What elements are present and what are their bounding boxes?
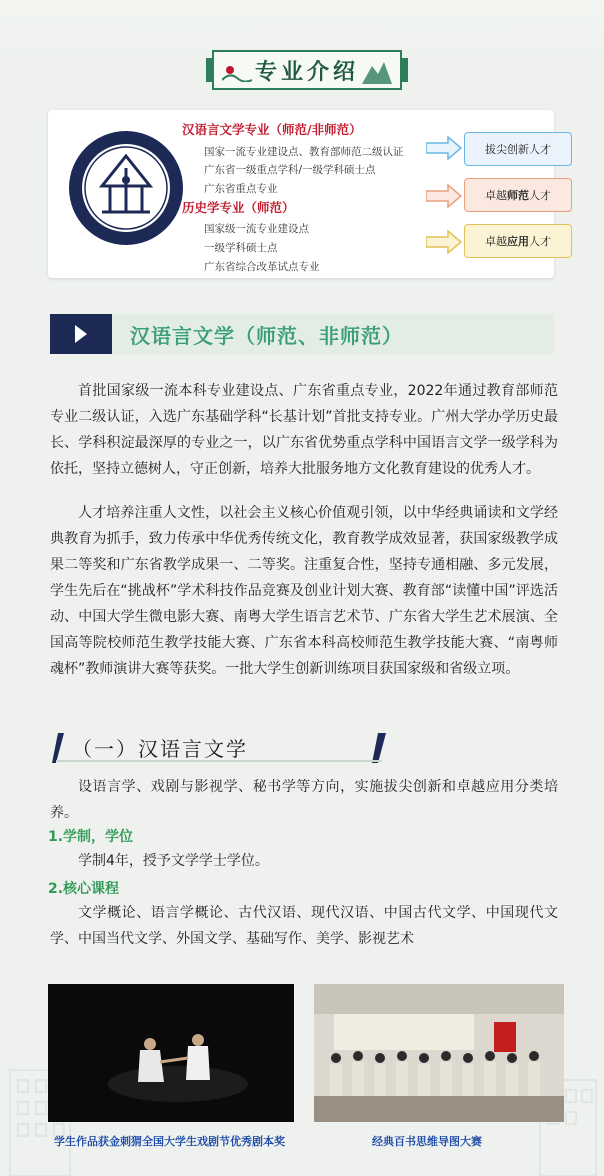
arrow-right-icon xyxy=(426,184,462,208)
subsection-title: （一）汉语言文学 xyxy=(72,737,248,761)
major-chinese-line-1: 国家一流专业建设点、教育部师范二级认证 xyxy=(204,146,404,158)
major-history-line-1: 国家级一流专业建设点 xyxy=(204,223,309,235)
photo-caption-left: 学生作品获金刺猬全国大学生戏剧节优秀剧本奖 xyxy=(54,1135,285,1148)
outcome-emphasis: 应用 xyxy=(507,235,529,248)
major-chinese-line-2: 广东省一级重点学科/一级学科硕士点 xyxy=(204,164,376,176)
major-history-line-3: 广东省综合改革试点专业 xyxy=(204,261,320,273)
section-title: 汉语言文学（师范、非师范） xyxy=(130,323,403,348)
outcome-box-teacher-talent xyxy=(464,178,572,212)
outcome-label: 人才 xyxy=(529,235,551,248)
photo-drama-performance xyxy=(48,984,294,1122)
section-paragraph-1: 首批国家级一流本科专业建设点、广东省重点专业，2022年通过教育部师范专业二级认证，入选广东基础学科“长基计划”首批支持专业。广州大学办学历史最长、学科积淀最深厚的专业之一，以广东省优势重点学科中国语言文学一级学科为依托，坚持立德树人，守正创新，培养大批服务地方文化教育建设的优秀人才。 xyxy=(50,383,558,477)
subsection-intro: 设语言学、戏剧与影视学、秘书学等方向，实施拔尖创新和卓越应用分类培养。 xyxy=(50,779,558,821)
item-heading-courses: 2.核心课程 xyxy=(48,881,120,897)
arrow-right-icon xyxy=(426,230,462,254)
major-title-history: 历史学专业（师范） xyxy=(182,200,295,215)
outcome-emphasis: 师范 xyxy=(507,189,529,202)
subsection-header xyxy=(52,733,386,761)
outcome-label: 人才 xyxy=(529,189,551,202)
triangle-play-icon xyxy=(50,314,112,354)
outcome-box-applied-talent xyxy=(464,224,572,258)
section-title-banner xyxy=(212,50,402,90)
section-header xyxy=(50,314,554,354)
group-photo-illustration xyxy=(314,984,564,1122)
mountain-icon xyxy=(362,58,392,84)
major-chinese-line-3: 广东省重点专业 xyxy=(204,183,278,195)
arrow-right-icon xyxy=(426,136,462,160)
photo-caption-right: 经典百书思维导图大赛 xyxy=(372,1135,482,1148)
outcome-box-top-talent xyxy=(464,132,572,166)
outcome-label: 卓越 xyxy=(485,189,507,202)
major-history-line-2: 一级学科硕士点 xyxy=(204,242,278,254)
stage-performers-illustration xyxy=(48,984,294,1122)
photo-group-contest xyxy=(314,984,564,1122)
outcome-label: 拔尖创新人才 xyxy=(485,143,551,156)
outcome-label: 卓越 xyxy=(485,235,507,248)
item-text-degree: 学制4年，授予文学学士学位。 xyxy=(78,853,269,869)
mountain-sun-icon xyxy=(222,62,252,82)
university-seal-logo xyxy=(66,128,186,248)
item-text-courses: 文学概论、语言学概论、古代汉语、现代汉语、中国古代文学、中国现代文学、中国当代文学、外国文学、基础写作、美学、影视艺术 xyxy=(50,905,558,947)
section-paragraph-2: 人才培养注重人文性，以社会主义核心价值观引领，以中华经典诵读和文学经典教育为抓手，致力传承中华优秀传统文化，教育教学成效显著，获国家级教学成果二等奖和广东省教学成果一、二等奖。注重复合性，坚持专通相融、多元发展，学生先后在“挑战杯”学术科技作品竞赛及创业计划大赛、教育部“读懂中国”评选活动、中国大学生微电影大赛、南粤大学生语言艺术节、广东省大学生艺术展演、全国高等院校师范生教学技能大赛、广东省本科高校师范生教学技能大赛、“南粤师魂杯”教师演讲大赛等获奖。一批大学生创新训练项目获国家级和省级立项。 xyxy=(50,505,558,677)
major-title-chinese: 汉语言文学专业（师范/非师范） xyxy=(182,122,362,137)
item-heading-degree: 1.学制，学位 xyxy=(48,829,134,845)
page-title: 专业介绍 xyxy=(254,58,359,85)
intro-card xyxy=(48,110,554,278)
